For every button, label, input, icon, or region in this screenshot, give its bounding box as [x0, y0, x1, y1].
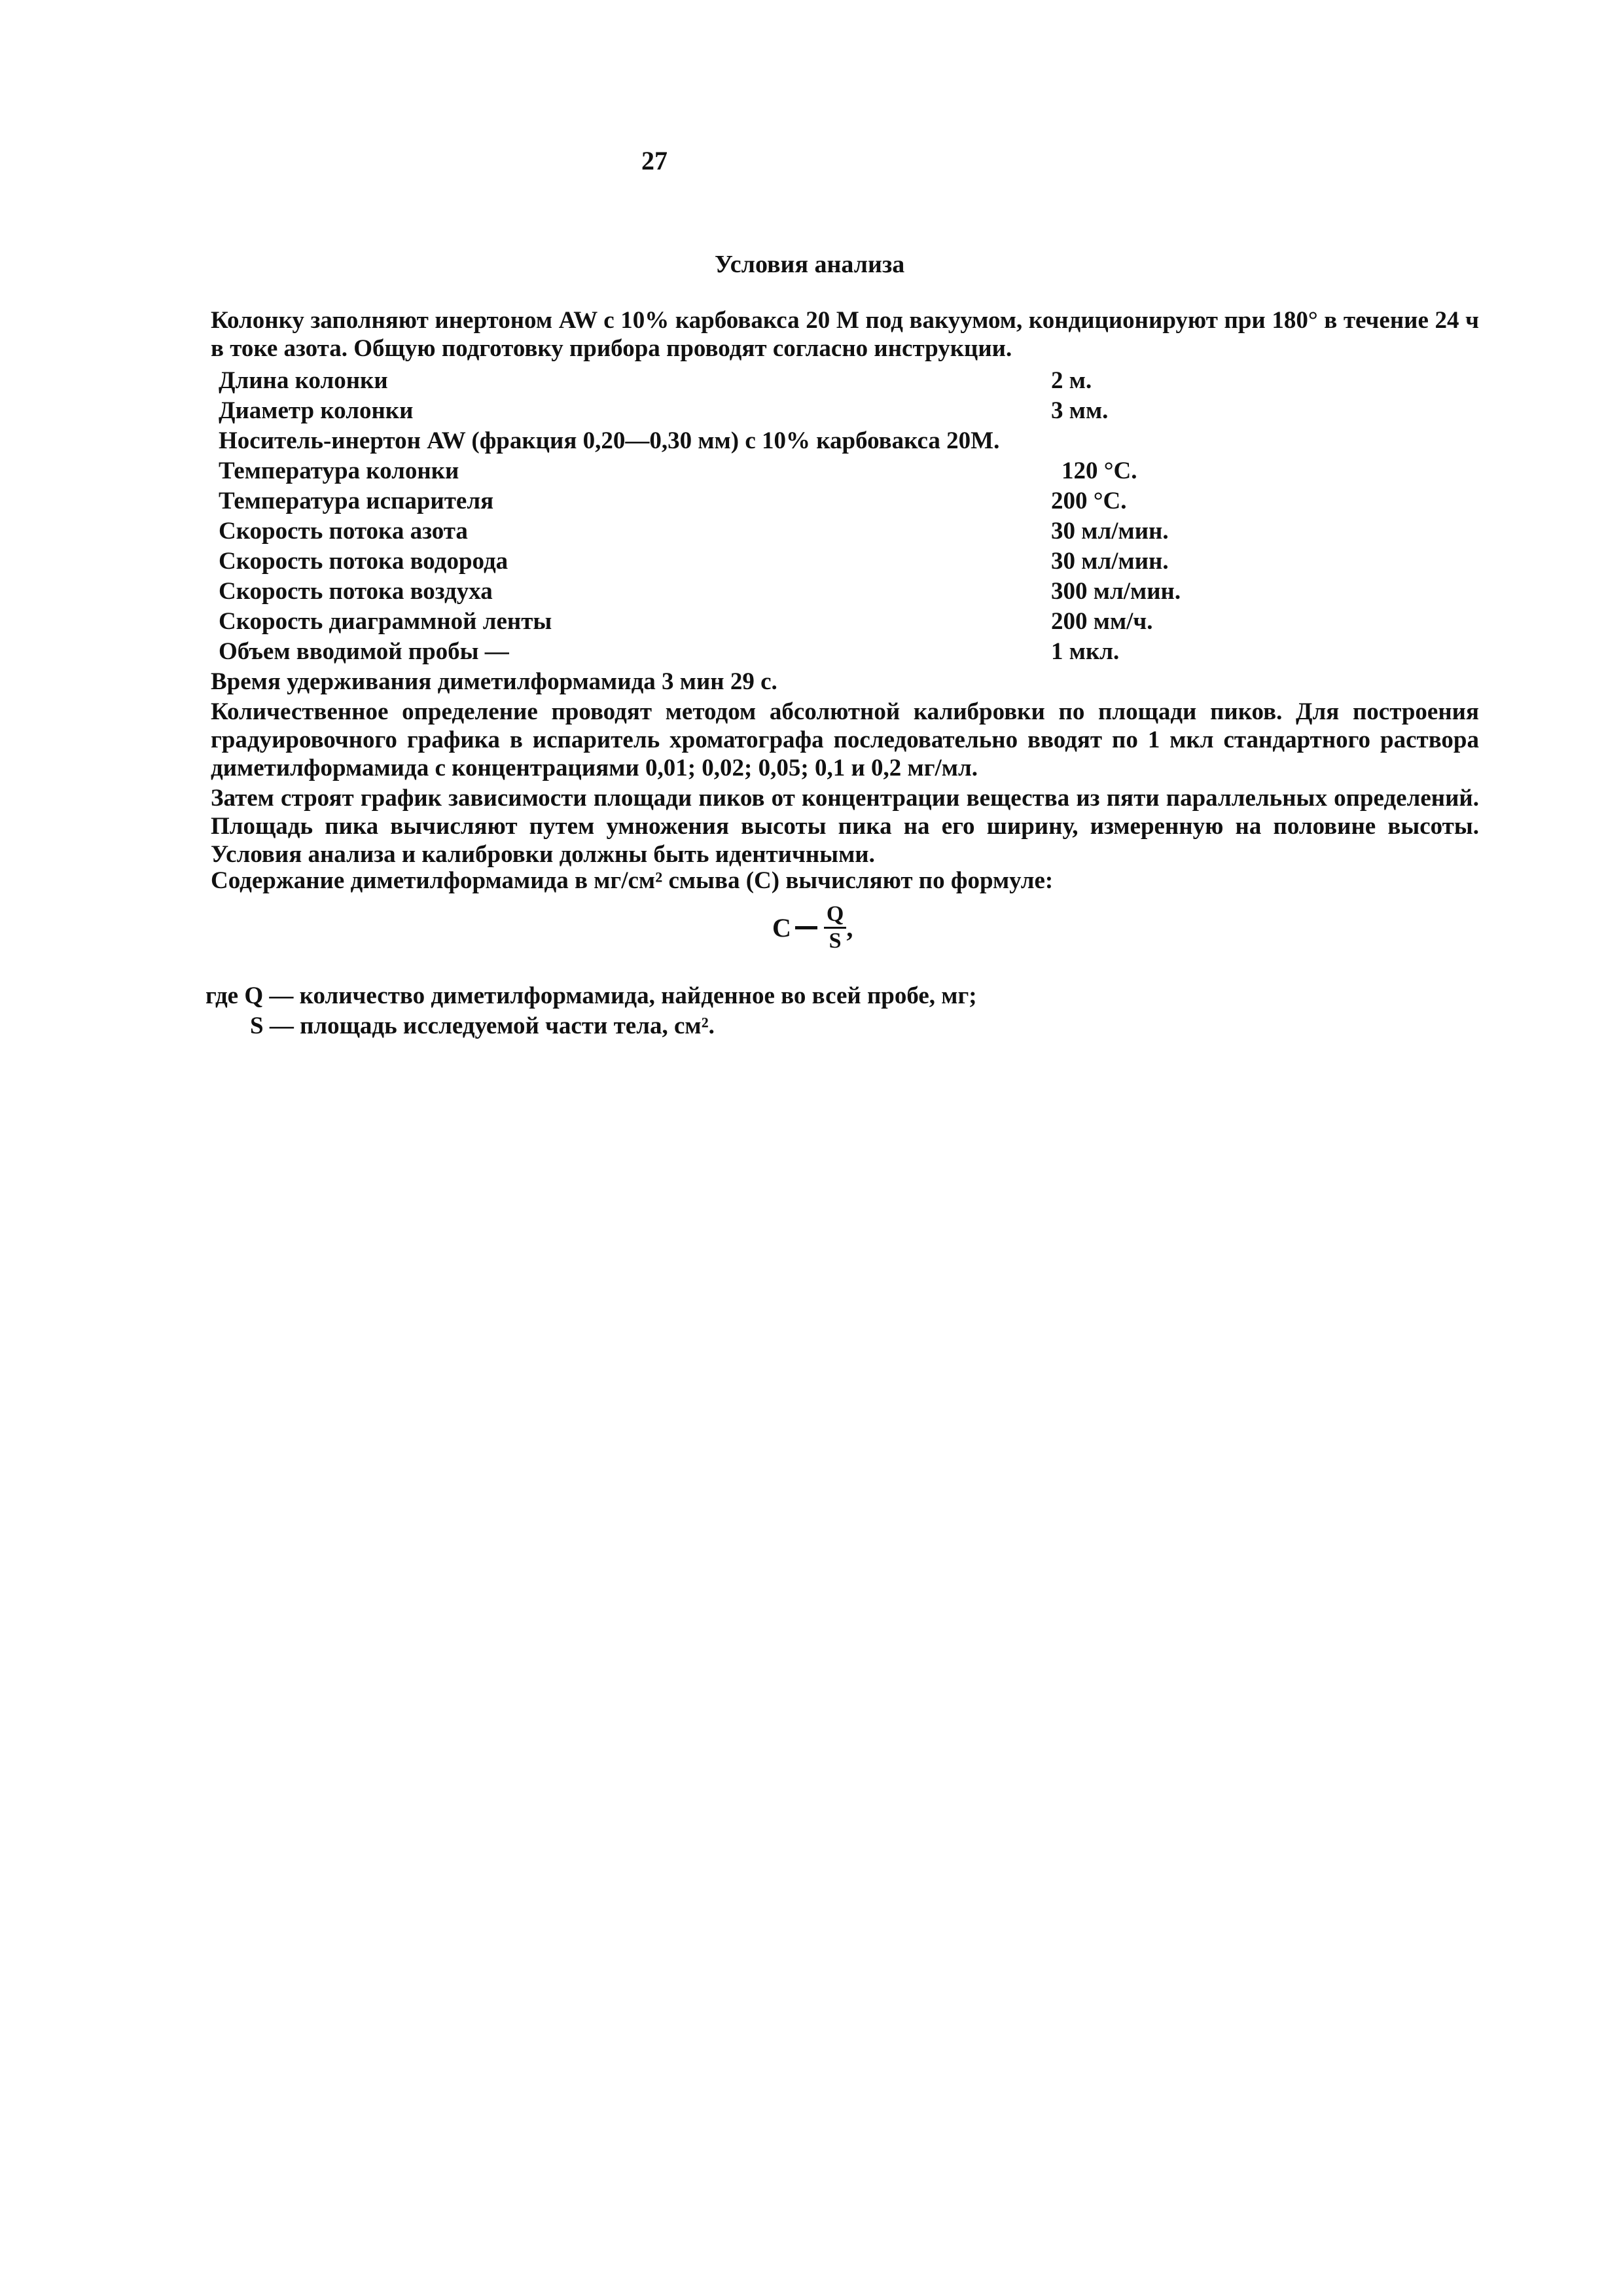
- spec-value: 1 мкл.: [1051, 638, 1120, 665]
- page-number: 27: [641, 146, 668, 175]
- spec-value: 30 мл/мин.: [1051, 518, 1169, 545]
- spec-value: 3 мм.: [1051, 397, 1109, 424]
- legend-line: где Q — количество диметилформамида, найденное во всей пробе, мг;: [205, 982, 977, 1009]
- formula-equals: [795, 926, 817, 929]
- spec-value: 2 м.: [1051, 367, 1092, 394]
- formula-numerator: Q: [824, 902, 846, 929]
- formula-intro: Содержание диметилформамида в мг/см² смыва (С) вычисляют по формуле:: [211, 867, 1054, 894]
- spec-value: 120 °С.: [1061, 457, 1137, 484]
- formula: [772, 902, 853, 954]
- section-title: Условия анализа: [715, 251, 905, 278]
- formula-fraction: [824, 902, 846, 954]
- spec-label: Скорость потока водорода: [219, 548, 508, 575]
- calibration-paragraph-2: Затем строят график зависимости площади пиков от концентрации вещества из пяти параллельных определений. Площадь пика вычисляют путем умножения высоты пика на его ширину, измеренную на половине высоты. Условия анализа и калибровки должны быть идентичными.: [211, 785, 1479, 868]
- formula-denominator: S: [829, 929, 842, 953]
- spec-label: Скорость диаграммной ленты: [219, 608, 552, 635]
- spec-label: Диаметр колонки: [219, 397, 414, 424]
- formula-lhs: С: [772, 913, 791, 942]
- spec-label: Скорость потока азота: [219, 518, 468, 545]
- spec-label: Скорость потока воздуха: [219, 578, 493, 605]
- spec-value: 30 мл/мин.: [1051, 548, 1169, 575]
- calibration-paragraph-1: Количественное определение проводят методом абсолютной калибровки по площади пиков. Для построения градуировочного графика в испаритель хроматографа последовательно вводят по 1 мкл стандартного раствора диметилформамида с концентрациями 0,01; 0,02; 0,05; 0,1 и 0,2 мг/мл.: [211, 698, 1479, 781]
- formula-trail: ,: [846, 913, 853, 942]
- spec-value: 300 мл/мин.: [1051, 578, 1181, 605]
- spec-label: Температура колонки: [219, 457, 459, 484]
- spec-label: Носитель-инертон AW (фракция 0,20—0,30 мм) с 10% карбовакса 20М.: [219, 427, 1000, 454]
- intro-paragraph: Колонку заполняют инертоном AW с 10% карбовакса 20 М под вакуумом, кондиционируют при 180° в течение 24 ч в токе азота. Общую подготовку прибора проводят согласно инструкции.: [211, 307, 1479, 362]
- retention-time: Время удерживания диметилформамида 3 мин 29 с.: [211, 668, 777, 695]
- legend-line: S — площадь исследуемой части тела, см².: [250, 1013, 715, 1039]
- spec-value: 200 °С.: [1051, 488, 1127, 514]
- spec-label: Температура испарителя: [219, 488, 494, 514]
- spec-label: Объем вводимой пробы —: [219, 638, 509, 665]
- spec-value: 200 мм/ч.: [1051, 608, 1153, 635]
- spec-label: Длина колонки: [219, 367, 388, 394]
